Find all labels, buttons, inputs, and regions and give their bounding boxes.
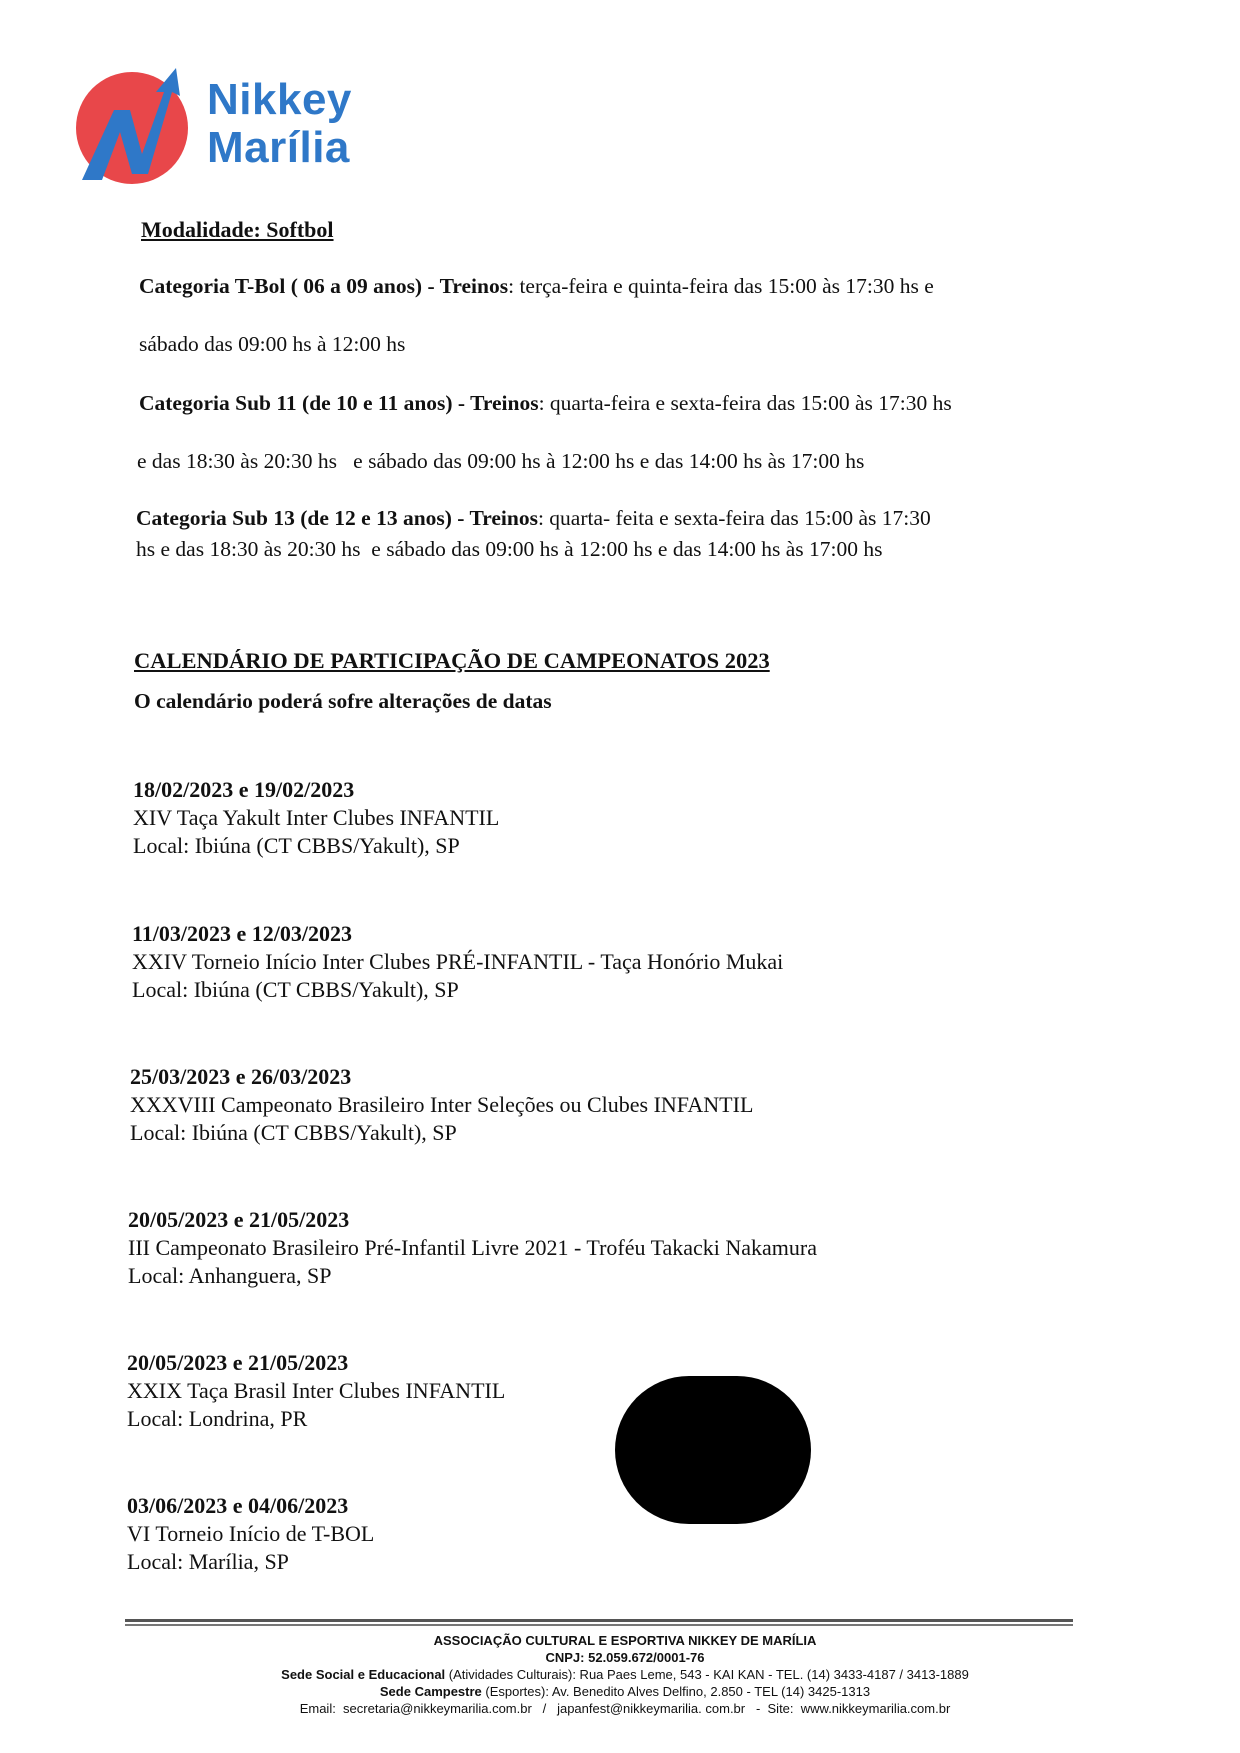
footer-social-details: (Atividades Culturais): Rua Paes Leme, 543 - KAI KAN - TEL. (14) 3433-4187 / 3413-1889 <box>445 1667 969 1682</box>
event-place: Local: Anhanguera, SP <box>128 1263 332 1288</box>
category-tbol-line1 <box>139 272 934 300</box>
event-place: Local: Ibiúna (CT CBBS/Yakult), SP <box>132 977 459 1002</box>
footer-cnpj: CNPJ: 52.059.672/0001-76 <box>545 1650 705 1665</box>
event-date: 20/05/2023 e 21/05/2023 <box>127 1350 349 1375</box>
event-1 <box>133 776 499 860</box>
footer-divider <box>125 1619 1073 1622</box>
footer-social-label: Sede Social e Educacional <box>281 1667 446 1682</box>
redaction-mark <box>615 1376 811 1524</box>
event-name: XXIV Torneio Início Inter Clubes PRÉ-INFANTIL - Taça Honório Mukai <box>132 949 784 974</box>
event-2 <box>132 920 783 1004</box>
event-date: 11/03/2023 e 12/03/2023 <box>132 921 352 946</box>
footer-campestre-label: Sede Campestre <box>379 1684 482 1699</box>
event-date: 03/06/2023 e 04/06/2023 <box>127 1493 349 1518</box>
logo-emblem-icon <box>72 62 212 197</box>
category-tbol-line2: sábado das 09:00 hs à 12:00 hs <box>139 332 406 356</box>
event-5 <box>127 1349 505 1433</box>
event-place: Local: Marília, SP <box>127 1549 289 1574</box>
event-place: Local: Ibiúna (CT CBBS/Yakult), SP <box>133 833 460 858</box>
event-name: XXIX Taça Brasil Inter Clubes INFANTIL <box>127 1378 506 1403</box>
category-sub11-schedule: : quarta-feira e sexta-feira das 15:00 às 17:30 hs <box>538 391 952 415</box>
calendar-note: O calendário poderá sofre alterações de datas <box>134 689 552 713</box>
footer-campestre <box>125 1683 1125 1700</box>
footer-campestre-details: (Esportes): Av. Benedito Alves Delfino, 2.850 - TEL (14) 3425-1313 <box>481 1684 871 1699</box>
footer-org: ASSOCIAÇÃO CULTURAL E ESPORTIVA NIKKEY DE MARÍLIA <box>433 1633 817 1648</box>
category-sub11-line2: e das 18:30 às 20:30 hs e sábado das 09:00 hs à 12:00 hs e das 14:00 hs às 17:00 hs <box>137 449 865 473</box>
logo-line-2: Marília <box>207 123 350 172</box>
event-name: VI Torneio Início de T-BOL <box>127 1521 375 1546</box>
category-sub13-line2: hs e das 18:30 às 20:30 hs e sábado das 09:00 hs à 12:00 hs e das 14:00 hs às 17:00 hs <box>136 537 883 561</box>
category-sub13-schedule: : quarta- feita e sexta-feira das 15:00 às 17:30 <box>537 506 931 530</box>
category-sub13-label: Categoria Sub 13 (de 12 e 13 anos) - Treinos <box>136 506 538 530</box>
category-sub11-line1 <box>139 389 952 417</box>
category-tbol-label: Categoria T-Bol ( 06 a 09 anos) - Treinos <box>139 274 509 298</box>
event-date: 18/02/2023 e 19/02/2023 <box>133 777 355 802</box>
category-sub13-line1 <box>136 504 931 532</box>
modality-heading: Modalidade: Softbol <box>141 217 334 242</box>
category-sub11-label: Categoria Sub 11 (de 10 e 11 anos) - Treinos <box>139 391 539 415</box>
event-4 <box>128 1206 817 1290</box>
event-date: 20/05/2023 e 21/05/2023 <box>128 1207 350 1232</box>
footer <box>125 1632 1125 1717</box>
event-6 <box>127 1492 374 1576</box>
footer-contact: Email: secretaria@nikkeymarilia.com.br / japanfest@nikkeymarilia. com.br - Site: www.nikkeymarilia.com.br <box>299 1701 951 1716</box>
event-name: XXXVIII Campeonato Brasileiro Inter Seleções ou Clubes INFANTIL <box>130 1092 754 1117</box>
event-place: Local: Ibiúna (CT CBBS/Yakult), SP <box>130 1120 457 1145</box>
category-tbol-schedule: : terça-feira e quinta-feira das 15:00 às 17:30 hs e <box>508 274 934 298</box>
event-name: XIV Taça Yakult Inter Clubes INFANTIL <box>133 805 500 830</box>
event-name: III Campeonato Brasileiro Pré-Infantil Livre 2021 - Troféu Takacki Nakamura <box>128 1235 818 1260</box>
event-place: Local: Londrina, PR <box>127 1406 308 1431</box>
footer-social <box>125 1666 1125 1683</box>
event-date: 25/03/2023 e 26/03/2023 <box>130 1064 352 1089</box>
footer-divider-secondary <box>125 1624 1073 1626</box>
logo-line-1: Nikkey <box>207 75 352 124</box>
calendar-title: CALENDÁRIO DE PARTICIPAÇÃO DE CAMPEONATOS 2023 <box>134 648 770 673</box>
nikkey-marilia-logo <box>72 62 392 197</box>
event-3 <box>130 1063 753 1147</box>
